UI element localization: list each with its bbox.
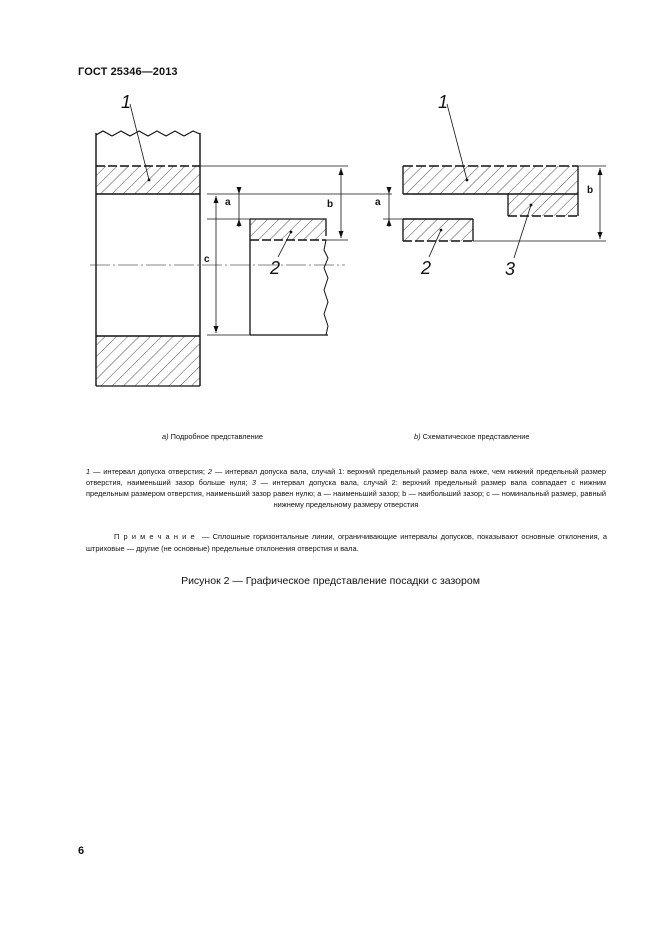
caption-b-text: Схематическое представление [420,432,530,441]
caption-schematic [414,432,529,441]
caption-detailed [162,432,263,441]
figure-note [86,531,607,555]
page-number: 6 [78,845,85,857]
hole-part-section [96,336,200,386]
note-text: — Сплошные горизонтальные линии, ограничивающие интервалы допусков, показывают основные отклонения, а штриховые — другие (не основные) предельные отклонения отверстия и вала. [86,532,607,553]
caption-a-prefix: a) [162,432,169,441]
note-label: Примечание [114,532,199,541]
label-2-right: 2 [421,258,432,278]
label-c: c [204,254,210,265]
fit-diagram [0,0,661,420]
caption-a-text: Подробное представление [168,432,263,441]
legend-text-2: — интервал допуска вала, случай 1: верхний предельный размер вала ниже, чем нижний предельный размер отверстия, наименьший зазор больше нуля; [86,467,606,487]
legend-num-1: 1 [86,467,91,476]
hole-zone-schematic [403,166,578,194]
label-2-left: 2 [270,258,281,278]
shaft-zone-case2 [508,194,578,216]
legend-num-3: 3 [251,478,257,487]
label-a-right: a [375,197,381,208]
label-1-right: 1 [438,92,449,112]
detailed-representation [90,92,392,386]
figure-title: Рисунок 2 — Графическое представление посадки с зазором [181,575,480,587]
legend-text-1: — интервал допуска отверстия; [90,467,208,476]
document-header: ГОСТ 25346—2013 [78,66,178,78]
label-b-left: b [327,199,334,210]
label-b-right: b [587,185,594,196]
label-3-right: 3 [505,259,516,279]
label-1-left: 1 [121,92,132,112]
label-a-left: a [225,197,231,208]
caption-b-prefix: b) [414,432,421,441]
schematic-representation [375,92,606,279]
legend-text-3: — интервал допуска вала, случай 2: верхний предельный размер вала совпадает с нижним предельным размером отверстия, наименьший зазор равен нулю; a — наименьший зазор; b — наибольший зазор; c — номинальный размер, равный нижнему предельному размеру отверстия [86,478,606,509]
figure-legend [86,466,606,510]
hole-part-outline [96,131,200,136]
legend-num-2: 2 [207,467,212,476]
shaft-tolerance-zone [250,219,326,240]
